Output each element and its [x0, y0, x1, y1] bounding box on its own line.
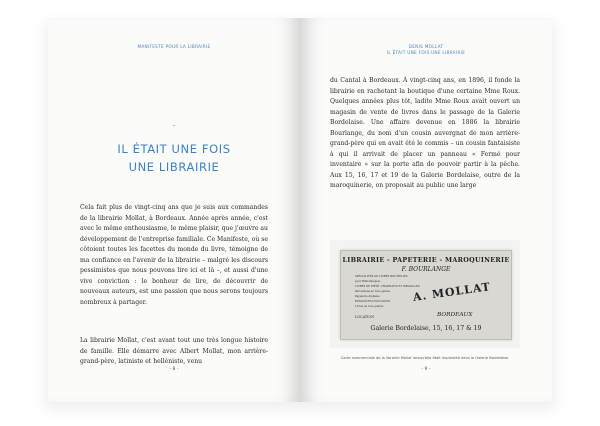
chapter-title: [48, 140, 300, 176]
right-running-head-author: DENIS MOLLAT: [408, 44, 444, 49]
chapter-ornament: –: [172, 122, 176, 129]
right-running-head-chapter: IL ÉTAIT UNE FOIS UNE LIBRAIRIE: [386, 50, 466, 55]
card-address: Galerie Bordelaise, 15, 16, 17 & 19: [370, 325, 482, 332]
card-rental: LOCATION: [355, 315, 375, 319]
card-small-line: Papeterie Anglaise: [355, 295, 380, 298]
left-paragraph-2: [80, 336, 268, 368]
business-card-photo: [330, 240, 520, 348]
left-paragraph-2-text: La librairie Mollat, c'est avant tout une très longue histoire de famille. Elle démarre avec Albert Mollat, mon arrière-grand-père, latiniste et helléniste, venu: [80, 337, 268, 365]
card-small-line: Paroissiens en tous genres: [355, 290, 391, 293]
card-small-line: SPÉCIALITÉS DE LIVRES BON RELIÉS: [355, 275, 408, 278]
card-heading: LIBRAIRIE - PAPETERIE - MAROQUINERIE: [342, 256, 510, 264]
left-paragraph-1: [80, 203, 268, 308]
chapter-title-line-2: UNE LIBRAIRIE: [128, 160, 220, 174]
card-small-line: ROMANCES D'OCCASION: [355, 300, 391, 303]
right-page: [300, 18, 552, 402]
business-card: [340, 250, 512, 340]
photo-caption: Carte commerciale de la librairie Mollat lorsqu'elle était implantée dans la Galerie Bordelaise.: [340, 356, 510, 360]
left-folio: - 8 -: [169, 367, 179, 372]
left-paragraph-1-text: Cela fait plus de vingt-cinq ans que je suis aux commandes de la librairie Mollat, à Bordeaux. Année après année, c'est avec le même enthousiasme, le même plaisir, que j'œuvre au développement de l'entreprise familiale. Ce Manifeste, où se côtoient toutes les facettes du monde du livre, témoigne de ma confiance en l'avenir de la librairie – malgré les discours pessimistes que nous pouvons lire ici et là –, et aussi d'une vive conviction : le bonheur de lire, de découvrir de nouveaux auteurs, est une passion que nous serons toujours nombreux à partager.: [80, 204, 268, 306]
card-small-line: Livres en tous genres: [355, 305, 384, 308]
left-page: [48, 18, 300, 402]
card-successor: F. BOURLANGE: [401, 266, 451, 273]
chapter-title-line-1: IL ÉTAIT UNE FOIS: [117, 142, 231, 156]
card-brand-name: A. MOLLAT: [412, 280, 492, 304]
right-paragraph-text: du Cantal à Bordeaux. À vingt-cinq ans, en 1896, il fonde la librairie en rachetant la boutique d'une certaine Mme Roux. Quelques années plus tôt, ladite Mme Roux avait ouvert un magasin de vente de livres dans le passage de la Galerie Bordelaise. Une affaire devenue en 1886 la librairie Bourlange, du nom d'un cousin auvergnat de mon arrière-grand-père qui en avait été le commis – un cousin fantaisiste à qui il arrivait de placer un panneau « Fermé pour inventaire » sur la porte afin de pouvoir partir à la pêche. Aux 15, 16, 17 et 19 de la Galerie Bordelaise, outre de la maroquinerie, on proposait au public une large: [330, 77, 520, 189]
card-small-line: LIVRES DE PIÉTÉ, CHAPELETS ET MÉDAILLES: [355, 285, 420, 288]
right-paragraph: [330, 76, 520, 192]
left-running-head-text: MANIFESTE POUR LA LIBRAIRIE: [137, 44, 211, 49]
card-city: BORDEAUX: [437, 312, 473, 318]
left-running-head: [48, 44, 300, 50]
right-running-head: [300, 44, 552, 56]
right-folio: - 9 -: [421, 367, 431, 372]
card-small-line: pour Bibliothèques: [355, 280, 381, 283]
